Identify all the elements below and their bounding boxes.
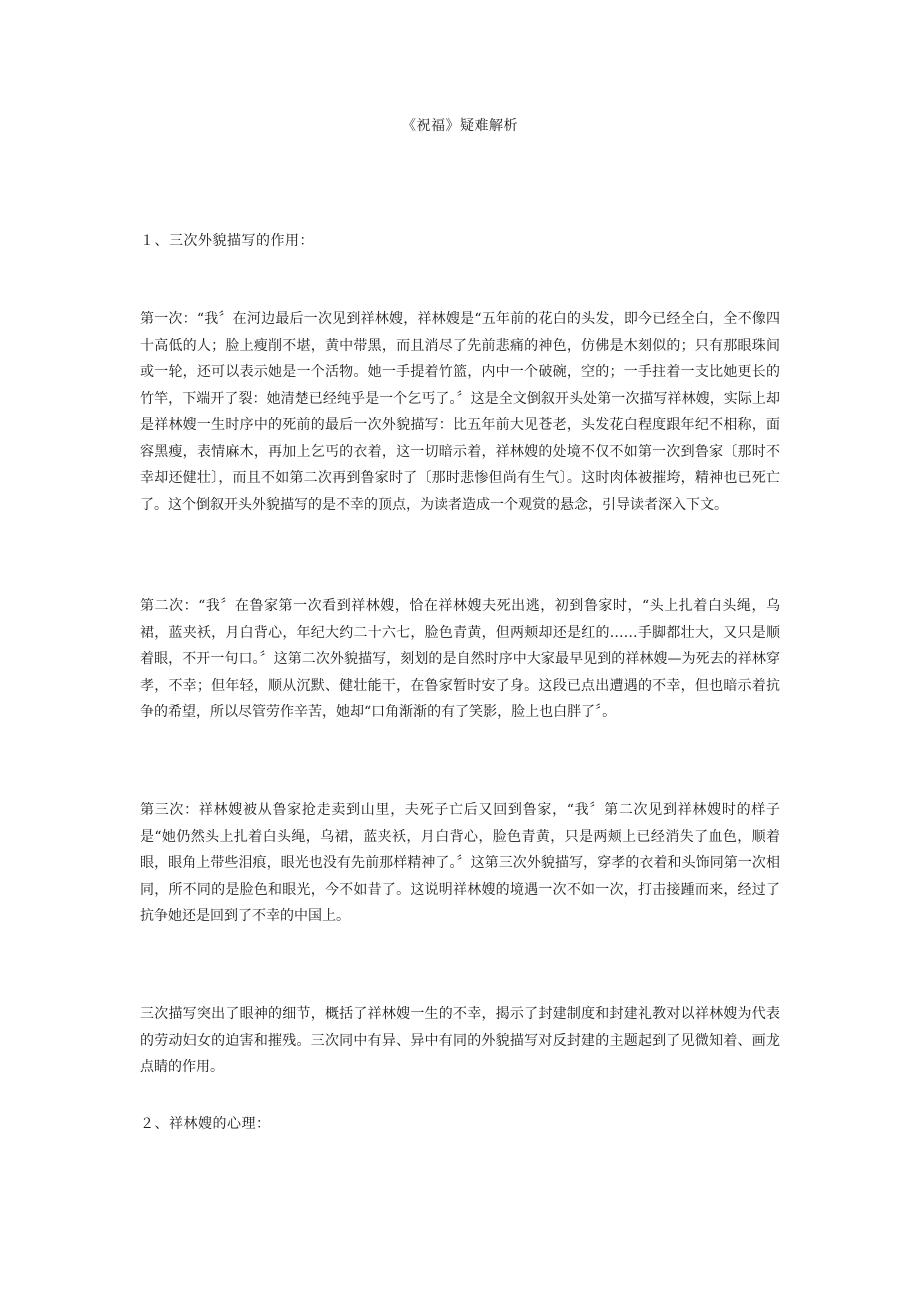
paragraph-second-description: 第二次：“我〞在鲁家第一次看到祥林嫂，恰在祥林嫂夫死出逃，初到鲁家时，“头上扎着白头绳，乌裙，蓝夹袄，月白背心，年纪大约二十六七，脸色青黄，但两颊却还是红的……手脚都壮大，又只是顺着眼，不开一句口。〞这第二次外貌描写，刻划的是自然时序中大家最早见到的祥林嫂—为死去的祥林穿孝，不幸；但年轻，顺从沉默、健壮能干，在鲁家暂时安了身。这段已点出遭遇的不幸，但也暗示着抗争的希望，所以尽管劳作辛苦，她却“口角渐渐的有了笑影，脸上也白胖了〞。 (140, 598, 780, 720)
paragraph-third-description: 第三次：祥林嫂被从鲁家抢走卖到山里，夫死子亡后又回到鲁家，“我〞第二次见到祥林嫂时的样子是“她仍然头上扎着白头绳，乌裙，蓝夹袄，月白背心，脸色青黄，只是两颊上已经消失了血色，顺着眼，眼角上带些泪痕，眼光也没有先前那样精神了。〞这第三次外貌描写，穿孝的衣着和头饰同第一次相同，所不同的是脸色和眼光，今不如昔了。这说明祥林嫂的境遇一次不如一次，打击接踵而来，经过了抗争她还是回到了不幸的中国上。 (140, 802, 780, 924)
section-heading-2: ２、祥林嫂的心理： (140, 1116, 271, 1132)
paragraph-summary: 三次描写突出了眼神的细节，概括了祥林嫂一生的不幸，揭示了封建制度和封建礼教对以祥林嫂为代表的劳动妇女的迫害和摧残。三次同中有异、异中有同的外貌描写对反封建的主题起到了见微知着、画龙点睛的作用。 (140, 1006, 780, 1075)
section-heading-1: １、三次外貌描写的作用： (140, 233, 314, 249)
paragraph-first-description: 第一次：“我〞在河边最后一次见到祥林嫂，祥林嫂是“五年前的花白的头发，即今已经全白，全不像四十高低的人；脸上瘦削不堪，黄中带黑，而且消尽了先前悲痛的神色，仿佛是木刻似的；只有那眼珠间或一轮，还可以表示她是一个活物。她一手提着竹篮，内中一个破碗，空的；一手拄着一支比她更长的竹竿，下端开了裂：她清楚已经纯乎是一个乞丐了。〞这是全文倒叙开头处第一次描写祥林嫂，实际上却是祥林嫂一生时序中的死前的最后一次外貌描写：比五年前大见苍老，头发花白程度跟年纪不相称，面容黑瘦，表情麻木，再加上乞丐的衣着，这一切暗示着，祥林嫂的处境不仅不如第一次到鲁家〔那时不幸却还健壮〕，而且不如第二次再到鲁家时了〔那时悲惨但尚有生气〕。这时肉体被摧垮，精神也已死亡了。这个倒叙开头外貌描写的是不幸的顶点，为读者造成一个观赏的悬念，引导读者深入下文。 (140, 311, 780, 513)
document-title: 《祝福》疑难解析 (402, 118, 518, 134)
